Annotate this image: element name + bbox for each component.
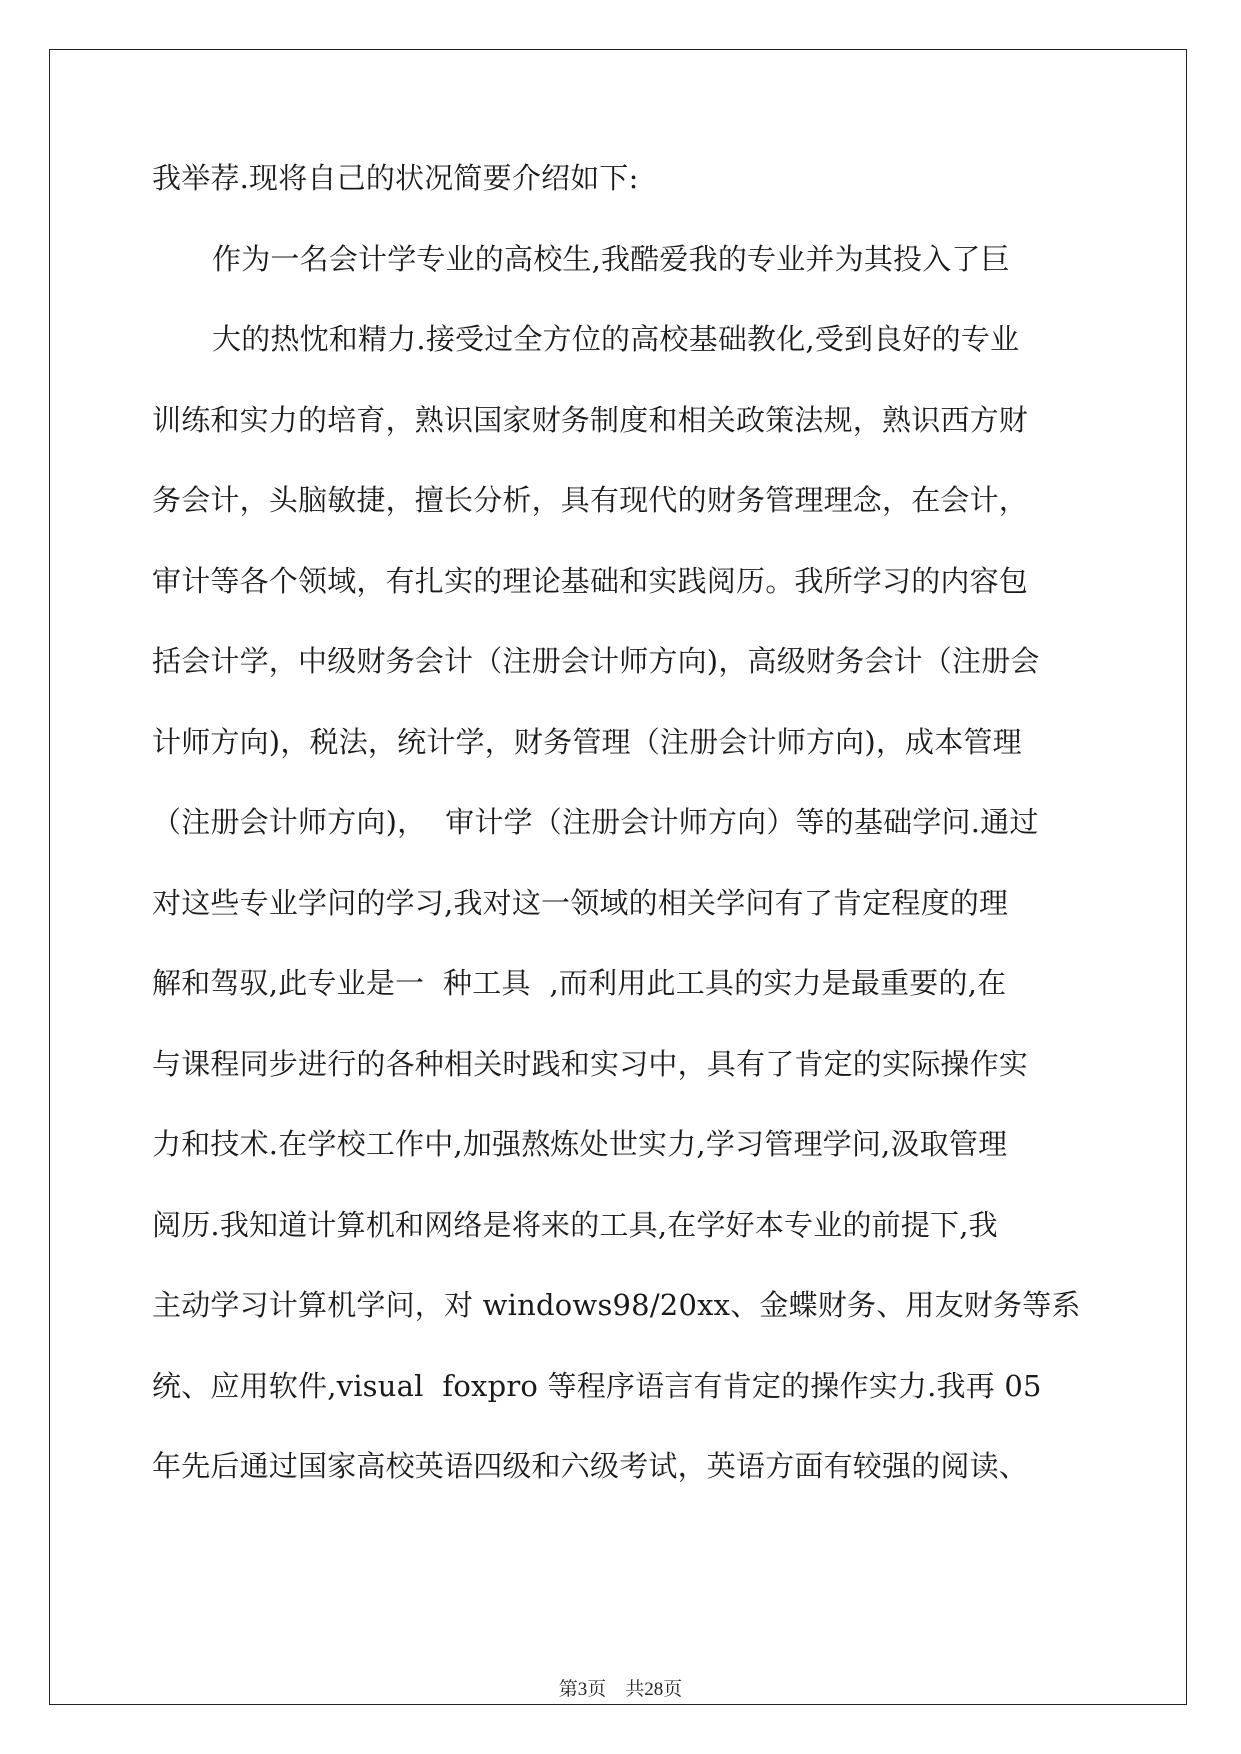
text-line: 力和技术.在学校工作中,加强熬炼处世实力,学习管理学问,汲取管理 [152,1127,1008,1161]
document-body [152,162,1088,1531]
text-line: 解和驾驭,此专业是一 种工具 ,而利用此工具的实力是最重要的,在 [152,966,1007,1000]
text-line: 训练和实力的培育，熟识国家财务制度和相关政策法规，熟识西方财 [152,402,1029,437]
text-line: 主动学习计算机学问，对 windows98/20xx、金蝶财务、用友财务等系 [152,1288,1081,1322]
text-line: 大的热忱和精力.接受过全方位的高校基础教化,受到良好的专业 [212,322,1020,356]
text-line: 年先后通过国家高校英语四级和六级考试，英语方面有较强的阅读、 [152,1449,1029,1483]
text-line: （注册会计师方向)， 审计学（注册会计师方向）等的基础学问.通过 [152,805,1039,839]
text-line: 务会计，头脑敏捷，擅长分析，具有现代的财务管理理念，在会计， [152,483,1029,517]
text-line: 对这些专业学问的学习,我对这一领域的相关学问有了肯定程度的理 [152,885,1009,920]
text-line: 括会计学，中级财务会计（注册会计师方向)，高级财务会计（注册会 [152,644,1040,678]
text-line: 阅历.我知道计算机和网络是将来的工具,在学好本专业的前提下,我 [152,1207,998,1242]
text-line: 计师方向)，税法，统计学，财务管理（注册会计师方向)，成本管理 [152,724,1022,759]
text-line: 作为一名会计学专业的高校生,我酷爱我的专业并为其投入了巨 [212,241,1010,276]
page-number-footer: 第3页 共28页 [558,1679,683,1700]
text-line: 与课程同步进行的各种相关时践和实习中，具有了肯定的实际操作实 [152,1046,1029,1081]
text-line: 我举荐.现将自己的状况简要介绍如下: [152,161,639,195]
text-line: 审计等各个领域，有扎实的理论基础和实践阅历。我所学习的内容包 [152,563,1029,598]
text-line: 统、应用软件,visual foxpro 等程序语言有肯定的操作实力.我再 05 [152,1368,1042,1403]
